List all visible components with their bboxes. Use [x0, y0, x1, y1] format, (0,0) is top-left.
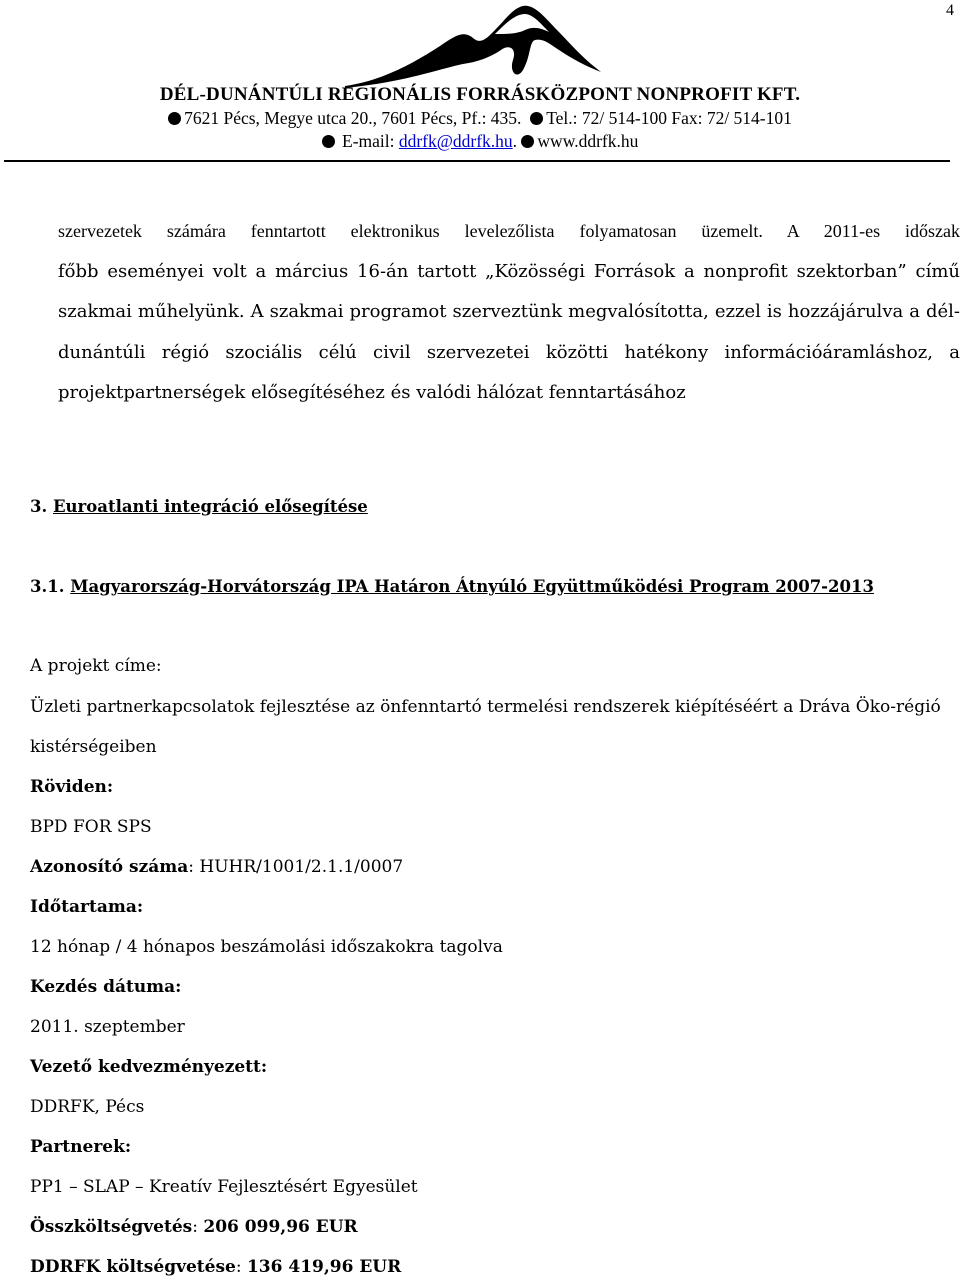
partners-label-line: [30, 1137, 131, 1157]
ddrfk-budget-label: DDRFK költségvetése: [30, 1257, 236, 1277]
bullet-icon: [322, 135, 335, 148]
address: 7621 Pécs, Megye utca 20., 7601 Pécs, Pf.: 435.: [184, 108, 522, 128]
section-number: 3.: [30, 497, 48, 516]
email-link[interactable]: ddrfk@ddrfk.hu: [398, 131, 513, 151]
project-title-label: A projekt címe:: [30, 656, 162, 676]
bullet-icon: [521, 135, 534, 148]
project-id-value: HUHR/1001/2.1.1/0007: [199, 857, 404, 877]
section-heading: [30, 497, 368, 516]
start-date-label: Kezdés dátuma:: [30, 977, 182, 997]
website[interactable]: www.ddrfk.hu: [537, 131, 639, 151]
partners-label: Partnerek:: [30, 1137, 132, 1157]
start-date-value: 2011. szeptember: [30, 1017, 185, 1037]
duration-label: Időtartama:: [30, 897, 144, 917]
section-title: Euroatlanti integráció elősegítése: [52, 497, 368, 516]
total-budget-label: Összköltségvetés: [30, 1217, 193, 1237]
start-label-line: [30, 977, 181, 997]
body-paragraph: [58, 211, 960, 414]
total-budget-line: Összköltségvetés: 206 099,96 EUR: [30, 1217, 358, 1237]
bullet-icon: [530, 112, 543, 125]
project-id-line: Azonosító száma: HUHR/1001/2.1.1/0007: [30, 857, 404, 877]
duration-label-line: [30, 897, 143, 917]
project-title-line: Üzleti partnerkapcsolatok fejlesztése az önfenntartó termelési rendszerek kiépítéséért a Dráva Öko-régió: [30, 697, 941, 717]
project-id-label: Azonosító száma: [30, 857, 189, 877]
phone-fax: Tel.: 72/ 514-100 Fax: 72/ 514-101: [546, 108, 792, 128]
subsection-title: Magyarország-Horvátország IPA Határon Átnyúló Együttműködési Program 2007-2013: [70, 577, 874, 596]
page-number: 4: [946, 2, 954, 19]
short-name-value: BPD FOR SPS: [30, 817, 152, 837]
subsection-heading: [30, 577, 874, 596]
header-divider: [4, 160, 950, 162]
paragraph-line: főbb eseményei volt a március 16-án tartott „Közösségi Források a nonprofit szektorban” című: [58, 260, 960, 282]
total-budget-value: 206 099,96 EUR: [203, 1217, 358, 1237]
paragraph-line: szakmai műhelyünk. A szakmai programot szerveztünk megvalósította, ezzel is hozzájárulva a dél-: [58, 301, 960, 322]
paragraph-line: szervezetek számára fenntartott elektronikus levelezőlista folyamatosan üzemelt. A 2011-es időszak: [58, 221, 960, 241]
project-title-line: kistérségeiben: [30, 737, 157, 757]
bullet-icon: [168, 112, 181, 125]
address-line: [0, 108, 960, 129]
lead-beneficiary-value: DDRFK, Pécs: [30, 1097, 145, 1117]
partners-value: PP1 – SLAP – Kreatív Fejlesztésért Egyesület: [30, 1177, 418, 1197]
ddrfk-budget-value: 136 419,96 EUR: [246, 1257, 402, 1277]
mountain-logo: [345, 0, 605, 90]
paragraph-line: dunántúli régió szociális célú civil szervezetei közötti hatékony információáramláshoz, a: [58, 341, 960, 363]
organization-name: DÉL-DUNÁNTÚLI REGIONÁLIS FORRÁSKÖZPONT NONPROFIT KFT.: [159, 84, 801, 105]
paragraph-line: projektpartnerségek elősegítéséhez és valódi hálózat fenntartásához: [58, 382, 686, 403]
email-label: E-mail:: [342, 131, 395, 151]
contact-line: E-mail: ddrfk@ddrfk.hu. www.ddrfk.hu: [0, 131, 960, 152]
short-name-key: Röviden:: [30, 777, 114, 797]
subsection-number: 3.1.: [30, 577, 65, 596]
lead-label-line: [30, 1057, 267, 1077]
ddrfk-budget-line: DDRFK költségvetése: 136 419,96 EUR: [30, 1257, 402, 1277]
short-name-label: [30, 777, 113, 797]
duration-value: 12 hónap / 4 hónapos beszámolási időszakokra tagolva: [30, 937, 503, 957]
lead-beneficiary-label: Vezető kedvezményezett:: [30, 1057, 268, 1077]
